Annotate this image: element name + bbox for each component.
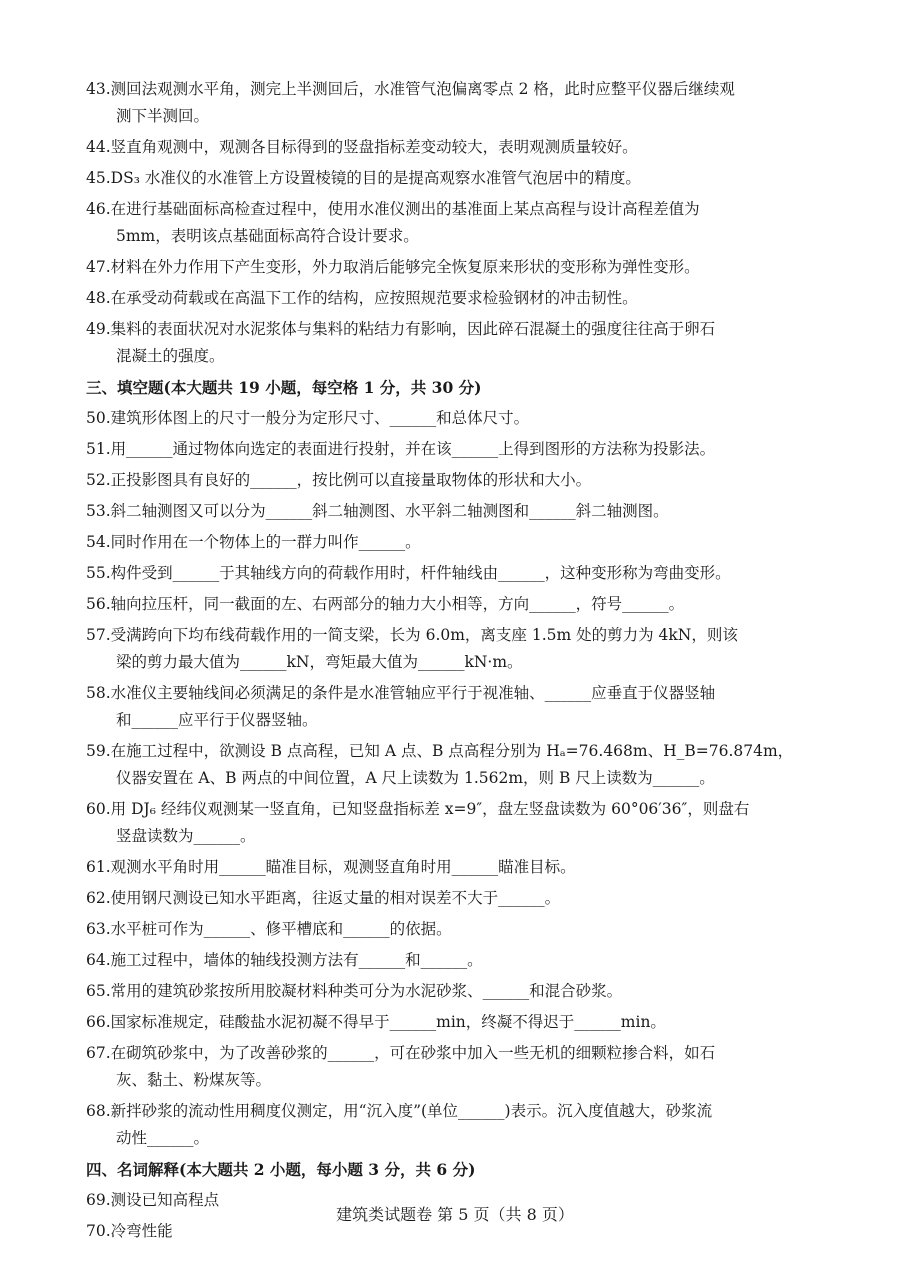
question-q56	[86, 591, 836, 618]
question-text: 62.使用钢尺测设已知水平距离，往返丈量的相对误差不大于______。	[86, 889, 561, 907]
question-q60	[86, 796, 836, 850]
question-text: 49.集料的表面状况对水泥浆体与集料的粘结力有影响，因此碎石混凝土的强度往往高于卵石	[86, 320, 716, 338]
question-text: 69.测设已知高程点	[86, 1191, 220, 1209]
question-text: 47.材料在外力作用下产生变形，外力取消后能够完全恢复原来形状的变形称为弹性变形。	[86, 258, 700, 276]
question-q49	[86, 316, 836, 370]
question-q50	[86, 405, 836, 432]
question-q64	[86, 947, 836, 974]
question-q55	[86, 560, 836, 587]
question-text: 54.同时作用在一个物体上的一群力叫作______。	[86, 533, 421, 551]
question-text: 66.国家标准规定，硅酸盐水泥初凝不得早于______min，终凝不得迟于______min。	[86, 1013, 666, 1031]
question-text-continued: 动性______。	[116, 1129, 210, 1147]
question-text: 58.水准仪主要轴线间必须满足的条件是水准管轴应平行于视准轴、______应垂直于仪器竖轴	[86, 684, 716, 702]
question-text: 57.受满跨向下均布线荷载作用的一简支梁，长为 6.0m，离支座 1.5m 处的剪力为 4kN，则该	[86, 626, 738, 644]
question-text: 70.冷弯性能	[86, 1222, 173, 1240]
question-text-continued: 梁的剪力最大值为______kN，弯矩最大值为______kN·m。	[116, 653, 523, 671]
question-text: 43.测回法观测水平角，测完上半测回后，水准管气泡偏离零点 2 格，此时应整平仪器后继续观	[86, 80, 735, 98]
question-text-continued: 灰、黏土、粉煤灰等。	[116, 1071, 272, 1089]
question-text: 60.用 DJ₆ 经纬仪观测某一竖直角，已知竖盘指标差 x=9″，盘左竖盘读数为 60°06′36″，则盘右	[86, 800, 750, 818]
question-q61	[86, 854, 836, 881]
question-text-continued: 仪器安置在 A、B 两点的中间位置，A 尺上读数为 1.562m，则 B 尺上读数为______。	[116, 769, 715, 787]
question-q46	[86, 196, 836, 250]
question-text: 55.构件受到______于其轴线方向的荷载作用时，杆件轴线由______，这种变形称为弯曲变形。	[86, 564, 731, 582]
question-text: 67.在砌筑砂浆中，为了改善砂浆的______，可在砂浆中加入一些无机的细颗粒掺合料，如石	[86, 1044, 716, 1062]
question-text: 44.竖直角观测中，观测各目标得到的竖盘指标差变动较大，表明观测质量较好。	[86, 138, 638, 156]
question-text: 51.用______通过物体向选定的表面进行投射，并在该______上得到图形的方法称为投影法。	[86, 440, 716, 458]
question-text: 56.轴向拉压杆，同一截面的左、右两部分的轴力大小相等，方向______，符号______。	[86, 595, 685, 613]
question-text: 50.建筑形体图上的尺寸一般分为定形尺寸、______和总体尺寸。	[86, 409, 530, 427]
section-heading: 四、名词解释(本大题共 2 小题，每小题 3 分，共 6 分)	[86, 1160, 476, 1179]
question-text: 65.常用的建筑砂浆按所用胶凝材料种类可分为水泥砂浆、______和混合砂浆。	[86, 982, 623, 1000]
question-text: 46.在进行基础面标高检查过程中，使用水准仪测出的基准面上某点高程与设计高程差值为	[86, 200, 700, 218]
question-text-continued: 和______应平行于仪器竖轴。	[116, 711, 318, 729]
question-q45	[86, 165, 836, 192]
section-heading: 三、填空题(本大题共 19 小题，每空格 1 分，共 30 分)	[86, 378, 482, 397]
question-q57	[86, 622, 836, 676]
question-q67	[86, 1040, 836, 1094]
question-q44	[86, 134, 836, 161]
question-q48	[86, 285, 836, 312]
question-q47	[86, 254, 836, 281]
page-footer: 建筑类试题卷 第 5 页（共 8 页）	[336, 1205, 574, 1224]
question-q53	[86, 498, 836, 525]
question-text: 45.DS₃ 水准仪的水准管上方设置棱镜的目的是提高观察水准管气泡居中的精度。	[86, 169, 641, 187]
question-q68	[86, 1098, 836, 1152]
question-text-continued: 竖盘读数为______。	[116, 827, 256, 845]
question-q65	[86, 978, 836, 1005]
question-q43	[86, 76, 836, 130]
question-text: 63.水平桩可作为______、修平槽底和______的依据。	[86, 920, 452, 938]
question-text: 61.观测水平角时用______瞄准目标，观测竖直角时用______瞄准目标。	[86, 858, 576, 876]
question-text: 48.在承受动荷载或在高温下工作的结构，应按照规范要求检验钢材的冲击韧性。	[86, 289, 638, 307]
question-q58	[86, 680, 836, 734]
question-text-continued: 5mm，表明该点基础面标高符合设计要求。	[116, 227, 419, 245]
question-q63	[86, 916, 836, 943]
question-text: 68.新拌砂浆的流动性用稠度仪测定，用“沉入度”(单位______)表示。沉入度值越大，砂浆流	[86, 1102, 713, 1120]
question-text: 53.斜二轴测图又可以分为______斜二轴测图、水平斜二轴测图和______斜二轴测图。	[86, 502, 669, 520]
question-q66	[86, 1009, 836, 1036]
question-q52	[86, 467, 836, 494]
question-q62	[86, 885, 836, 912]
question-q51	[86, 436, 836, 463]
exam-content	[86, 76, 836, 1249]
question-q54	[86, 529, 836, 556]
question-text-continued: 测下半测回。	[116, 107, 210, 125]
question-text: 64.施工过程中，墙体的轴线投测方法有______和______。	[86, 951, 483, 969]
question-text: 52.正投影图具有良好的______，按比例可以直接量取物体的形状和大小。	[86, 471, 592, 489]
question-q59	[86, 738, 836, 792]
question-text-continued: 混凝土的强度。	[116, 347, 225, 365]
question-text: 59.在施工过程中，欲测设 B 点高程，已知 A 点、B 点高程分别为 Hₐ=76.468m、H_B=76.874m，	[86, 742, 794, 760]
